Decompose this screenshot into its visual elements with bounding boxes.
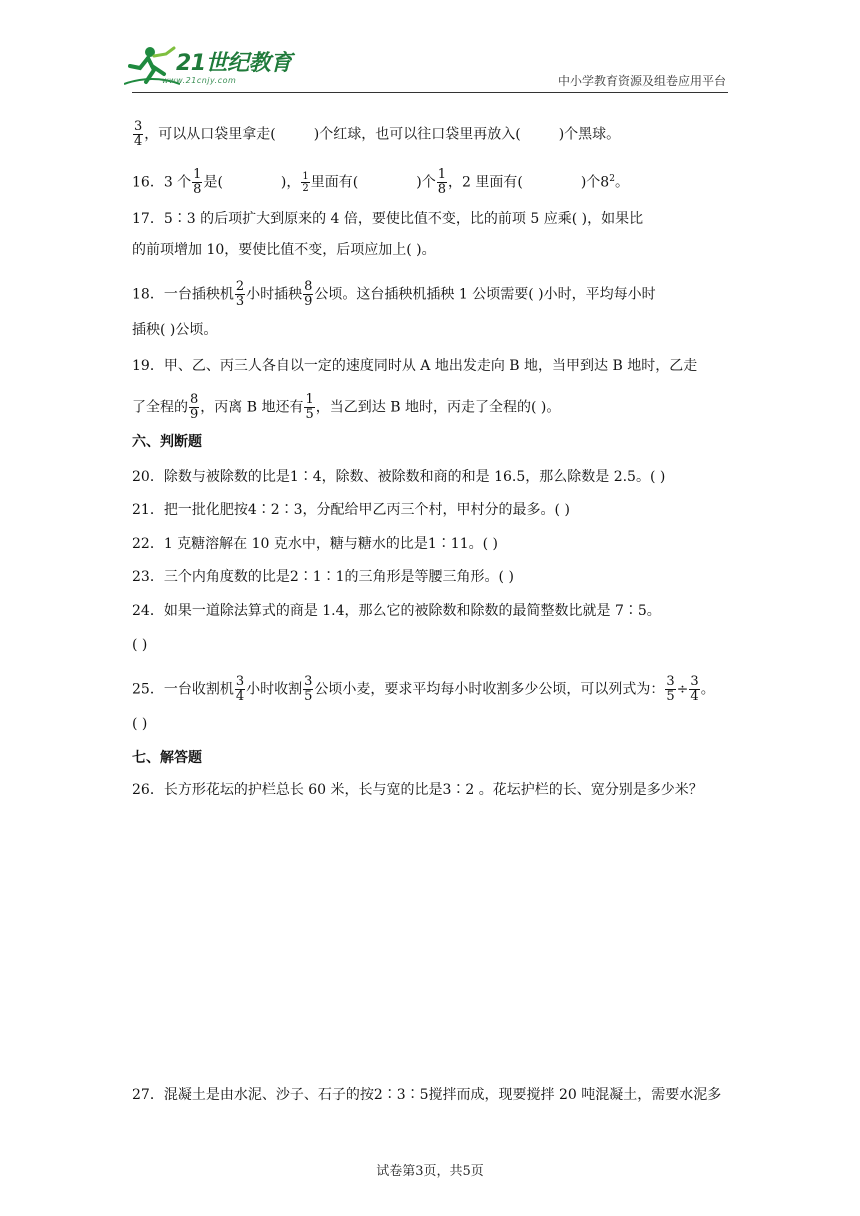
question-21: 21．把一批化肥按4∶2∶3，分配给甲乙丙三个村，甲村分的最多。( )	[132, 502, 570, 518]
fraction: $\frac{3}{4}$	[690, 674, 699, 704]
question-25-line-1: 25．一台收割机 $\frac{3}{4}$ 小时收割 $\frac{3}{5}$ 公顷小麦，要求平均每小时收割多少公顷，可以列式为： $\frac{3}{5}$ ÷ $\frac{3}{4}$ 。	[132, 674, 715, 704]
page-header	[0, 0, 860, 100]
fraction: $\frac{8}{9}$	[190, 392, 199, 422]
section-heading-solve: 七、解答题	[132, 750, 202, 766]
logo-url: www.21cnjy.com	[162, 76, 237, 85]
fraction: $\frac{1}{8}$	[437, 167, 446, 197]
fraction: $\frac{3}{5}$	[666, 674, 675, 704]
fraction: $\frac{1}{2}$	[302, 171, 309, 194]
question-18-line-2: 插秧( )公顷。	[132, 322, 218, 338]
fraction: $\frac{3}{4}$	[235, 674, 245, 704]
fraction: $\frac{3}{5}$	[304, 674, 313, 704]
question-19-line-2: 了全程的 $\frac{8}{9}$ ，丙离 B 地还有 $\frac{1}{5}$ ，当乙到达 B 地时，丙走了全程的( )。	[132, 392, 561, 422]
question-24-line-2: ( )	[132, 637, 148, 653]
question-24-line-1: 24．如果一道除法算式的商是 1.4，那么它的被除数和除数的最简整数比就是 7∶5。	[132, 603, 661, 619]
question-22: 22．1 克糖溶解在 10 克水中，糖与糖水的比是1∶11。( )	[132, 536, 498, 552]
question-19-line-1: 19．甲、乙、丙三人各自以一定的速度同时从 A 地出发走向 B 地，当甲到达 B 地时，乙走	[132, 358, 698, 374]
question-15-tail: $\frac{3}{4}$ ，可以从口袋里拿走( )个红球，也可以往口袋里再放入( )个黑球。	[134, 119, 621, 149]
question-25-line-2: ( )	[132, 716, 148, 732]
question-17-line-1: 17．5∶3 的后项扩大到原来的 4 倍，要使比值不变，比的前项 5 应乘( )，如果比	[132, 211, 644, 227]
question-23: 23．三个内角度数的比是2∶1∶1的三角形是等腰三角形。( )	[132, 569, 514, 585]
section-heading-judgement: 六、判断题	[132, 434, 202, 450]
question-20: 20．除数与被除数的比是1∶4，除数、被除数和商的和是 16.5，那么除数是 2.5。( )	[132, 469, 666, 485]
logo-text: 21世纪教育	[176, 51, 292, 76]
logo	[124, 40, 304, 96]
question-16: 16．3 个 $\frac{1}{8}$ 是( )， $\frac{1}{2}$ 里面有( )个 $\frac{1}{8}$ ，2 里面有( )个$8^2$。	[132, 167, 629, 197]
question-27: 27．混凝土是由水泥、沙子、石子的按2∶3∶5搅拌而成，现要搅拌 20 吨混凝土，需要水泥多	[132, 1087, 722, 1103]
question-26: 26．长方形花坛的护栏总长 60 米，长与宽的比是3∶2 。花坛护栏的长、宽分别是多少米？	[132, 782, 703, 798]
fraction: $\frac{1}{8}$	[193, 167, 202, 197]
fraction: $\frac{2}{3}$	[235, 279, 245, 309]
question-18-line-1: 18．一台插秧机 $\frac{2}{3}$ 小时插秧 $\frac{8}{9}$ 公顷。这台插秧机插秧 1 公顷需要( )小时，平均每小时	[132, 279, 656, 309]
fraction: $\frac{3}{4}$	[134, 119, 143, 149]
page-footer: 试卷第3页，共5页	[376, 1164, 484, 1179]
question-17-line-2: 的前项增加 10，要使比值不变，后项应加上( )。	[132, 242, 436, 258]
platform-title: 中小学教育资源及组卷应用平台	[557, 74, 726, 88]
header-divider	[132, 92, 728, 93]
fraction: $\frac{1}{5}$	[305, 392, 314, 422]
fraction: $\frac{8}{9}$	[304, 279, 313, 309]
